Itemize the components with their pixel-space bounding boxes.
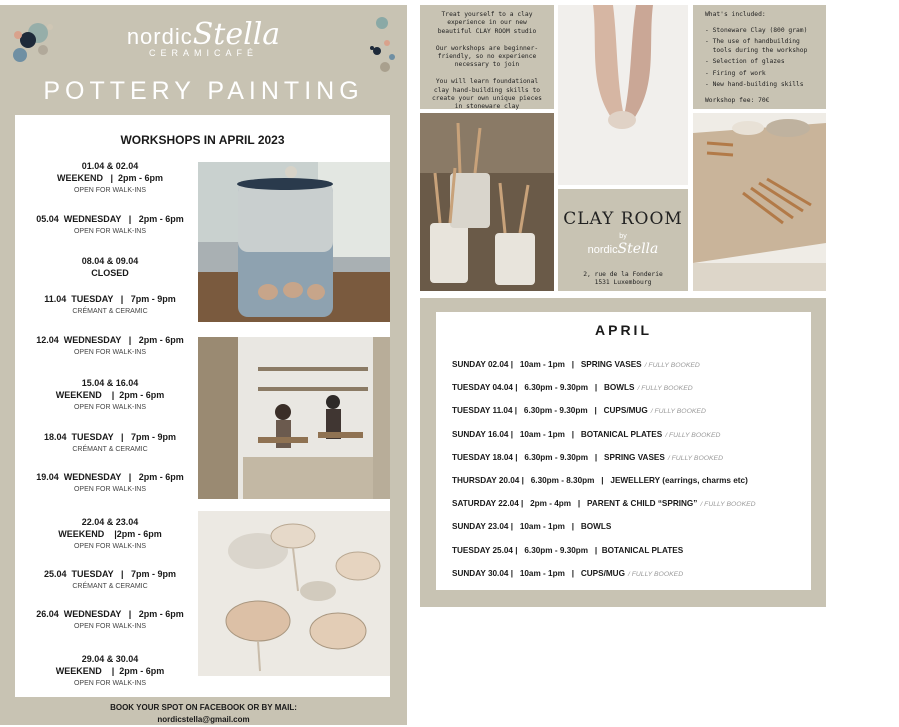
fully-booked-label: / FULLY BOOKED <box>644 362 700 369</box>
ceramic-jar-photo <box>198 162 390 322</box>
intro-line: You will learn foundational <box>435 78 539 86</box>
workshop-date-time: 01.04 & 02.04 <box>81 161 139 171</box>
workshop-entry <box>15 213 205 237</box>
april-session-row <box>452 383 693 392</box>
workshop-entry <box>15 653 205 689</box>
workshop-date-time: 11.04 TUESDAY | 7pm - 9pm <box>44 294 176 304</box>
fully-booked-label: / FULLY BOOKED <box>667 454 723 462</box>
workshop-entry <box>15 377 205 413</box>
session-details: SUNDAY 23.04 | 10am - 1pm | BOWLS <box>452 522 612 532</box>
booking-email[interactable]: nordicstella@gmail.com <box>157 715 250 724</box>
intro-line: Our workshops are beginner- <box>435 44 539 52</box>
workshop-fee: Workshop fee: 70€ <box>705 97 770 104</box>
workshop-date-time: 18.04 TUESDAY | 7pm - 9pm <box>43 432 177 442</box>
workshop-date-time: 19.04 WEDNESDAY | 2pm - 6pm <box>36 472 184 482</box>
workshop-entry <box>15 516 205 552</box>
session-details: SUNDAY 16.04 | 10am - 1pm | BOTANICAL PLATES <box>452 429 663 439</box>
workshop-date-time: 08.04 & 09.04 <box>81 256 139 266</box>
workshop-note: CRÉMANT & CERAMIC <box>72 308 148 315</box>
workshop-note: OPEN FOR WALK-INS <box>73 187 147 194</box>
session-details: TUESDAY 25.04 | 6.30pm - 9.30pm | BOTANICAL PLATES <box>452 545 684 555</box>
champagne-glasses-photo <box>198 511 390 676</box>
booking-footer <box>0 702 407 726</box>
workshop-date-time: 26.04 WEDNESDAY | 2pm - 6pm <box>36 609 184 619</box>
clay-room-brand-script: Stella <box>617 241 659 257</box>
workshop-note: CRÉMANT & CERAMIC <box>72 583 148 590</box>
workshop-date-time: 05.04 WEDNESDAY | 2pm - 6pm <box>36 214 184 224</box>
workshop-date-time: WEEKEND | 2pm - 6pm <box>55 390 165 400</box>
session-details: TUESDAY 18.04 | 6.30pm - 9.30pm | SPRING VASES <box>452 452 665 462</box>
intro-line: create your own unique pieces <box>432 95 542 103</box>
intro-line: friendly, so no experience <box>437 53 537 61</box>
fully-booked-label: / FULLY BOOKED <box>700 501 756 509</box>
workshop-note: OPEN FOR WALK-INS <box>73 486 147 493</box>
clay-intro-tile <box>420 5 554 109</box>
fully-booked-label: / FULLY BOOKED <box>637 385 693 393</box>
included-item: - Selection of glazes <box>705 58 785 66</box>
workshop-entry <box>15 255 205 279</box>
april-session-row <box>452 406 706 415</box>
clay-room-brand: nordic <box>587 244 618 256</box>
workshop-date-time: 22.04 & 23.04 <box>81 517 139 527</box>
intro-line <box>420 70 554 78</box>
workshop-entry <box>15 608 205 632</box>
included-item: - Firing of work <box>705 69 766 77</box>
fully-booked-label: / FULLY BOOKED <box>627 570 684 578</box>
workshop-entry <box>15 293 205 317</box>
workshop-date-time: 29.04 & 30.04 <box>81 654 139 664</box>
workshop-note: OPEN FOR WALK-INS <box>73 228 147 235</box>
session-details: TUESDAY 11.04 | 6.30pm - 9.30pm | CUPS/MUG <box>452 406 648 416</box>
workshop-note: OPEN FOR WALK-INS <box>73 404 147 411</box>
fully-booked-label: / FULLY BOOKED <box>650 408 706 416</box>
workshop-entry <box>15 160 205 196</box>
workshop-table-photo <box>693 113 826 291</box>
april-session-row <box>452 546 683 555</box>
clay-intro-text <box>420 5 554 112</box>
workshop-entry <box>15 431 205 455</box>
logo-brand: nordic <box>126 24 193 49</box>
workshop-entry <box>15 568 205 592</box>
session-details: SUNDAY 30.04 | 10am - 1pm | CUPS/MUG <box>452 568 625 578</box>
clay-room-logo <box>558 233 688 258</box>
included-heading: What's included: <box>705 11 766 18</box>
intro-line: Treat yourself to a clay <box>441 11 533 18</box>
workshop-date-time: 12.04 WEDNESDAY | 2pm - 6pm <box>36 335 184 345</box>
clay-room-address <box>558 271 688 288</box>
workshop-date-time: WEEKEND | 2pm - 6pm <box>55 666 165 676</box>
clay-room-by: by <box>619 233 627 240</box>
pottery-painting-poster <box>0 5 407 725</box>
workshop-people-photo <box>198 337 390 499</box>
included-item: - New hand-building skills <box>705 81 804 89</box>
booking-instructions: BOOK YOUR SPOT ON FACEBOOK OR BY MAIL: <box>110 703 297 712</box>
clay-tools-photo <box>420 113 554 291</box>
intro-line: clay hand-building skills to <box>433 86 541 94</box>
workshop-date-time: CLOSED <box>91 268 129 278</box>
intro-line <box>420 36 554 44</box>
workshop-note: OPEN FOR WALK-INS <box>73 623 147 630</box>
intro-line: necessary to join <box>454 61 520 69</box>
workshop-note: OPEN FOR WALK-INS <box>73 543 147 550</box>
clay-room-title: CLAY ROOM <box>563 209 683 229</box>
session-details: THURSDAY 20.04 | 6.30pm - 8.30pm | JEWELLERY (earrings, charms etc) <box>452 476 748 485</box>
nordic-stella-logo <box>0 17 407 58</box>
workshop-card <box>15 115 390 697</box>
workshop-date-time: WEEKEND | 2pm - 6pm <box>56 173 164 183</box>
included-item: - The use of handbuilding tools during the workshop <box>705 38 808 54</box>
included-tile <box>693 5 826 109</box>
workshop-date-time: 25.04 TUESDAY | 7pm - 9pm <box>43 569 177 579</box>
april-session-row <box>452 453 723 462</box>
intro-line: beautiful CLAY ROOM studio <box>437 27 537 35</box>
clay-room-tile <box>558 189 688 291</box>
workshop-date-time: WEEKEND |2pm - 6pm <box>58 529 162 539</box>
poster-title: POTTERY PAINTING <box>43 77 364 105</box>
intro-line: in stoneware clay <box>454 103 520 111</box>
clay-hands-photo <box>558 5 688 185</box>
included-item: - Stoneware Clay (800 gram) <box>705 27 808 34</box>
included-list <box>705 27 823 92</box>
address-line-2: 1531 Luxembourg <box>594 279 652 287</box>
logo-brand-script: Stella <box>192 17 281 52</box>
april-session-row <box>452 569 683 578</box>
session-details: SATURDAY 22.04 | 2pm - 4pm | PARENT & CHILD “SPRING” <box>452 499 698 509</box>
logo-subtitle: CERAMICAFÉ <box>148 48 258 58</box>
address-line-1: 2, rue de la Fonderie <box>583 271 663 278</box>
april-session-row <box>452 360 700 369</box>
april-title: APRIL <box>595 322 652 338</box>
workshop-entry <box>15 471 205 495</box>
workshop-date-time: 15.04 & 16.04 <box>81 378 139 388</box>
session-details: SUNDAY 02.04 | 10am - 1pm | SPRING VASES <box>452 360 642 369</box>
intro-line: experience in our new <box>447 19 527 27</box>
april-session-row <box>452 430 720 439</box>
workshop-heading: WORKSHOPS IN APRIL 2023 <box>120 133 285 147</box>
april-session-row <box>452 499 756 508</box>
workshop-note: OPEN FOR WALK-INS <box>73 680 147 687</box>
fully-booked-label: / FULLY BOOKED <box>665 431 721 439</box>
workshop-note: OPEN FOR WALK-INS <box>73 349 147 356</box>
april-schedule-card <box>436 312 811 590</box>
april-session-row <box>452 476 748 485</box>
workshop-note: CRÉMANT & CERAMIC <box>72 446 148 453</box>
april-session-row <box>452 522 611 531</box>
session-details: TUESDAY 04.04 | 6.30pm - 9.30pm | BOWLS <box>452 383 635 393</box>
workshop-entry <box>15 334 205 358</box>
